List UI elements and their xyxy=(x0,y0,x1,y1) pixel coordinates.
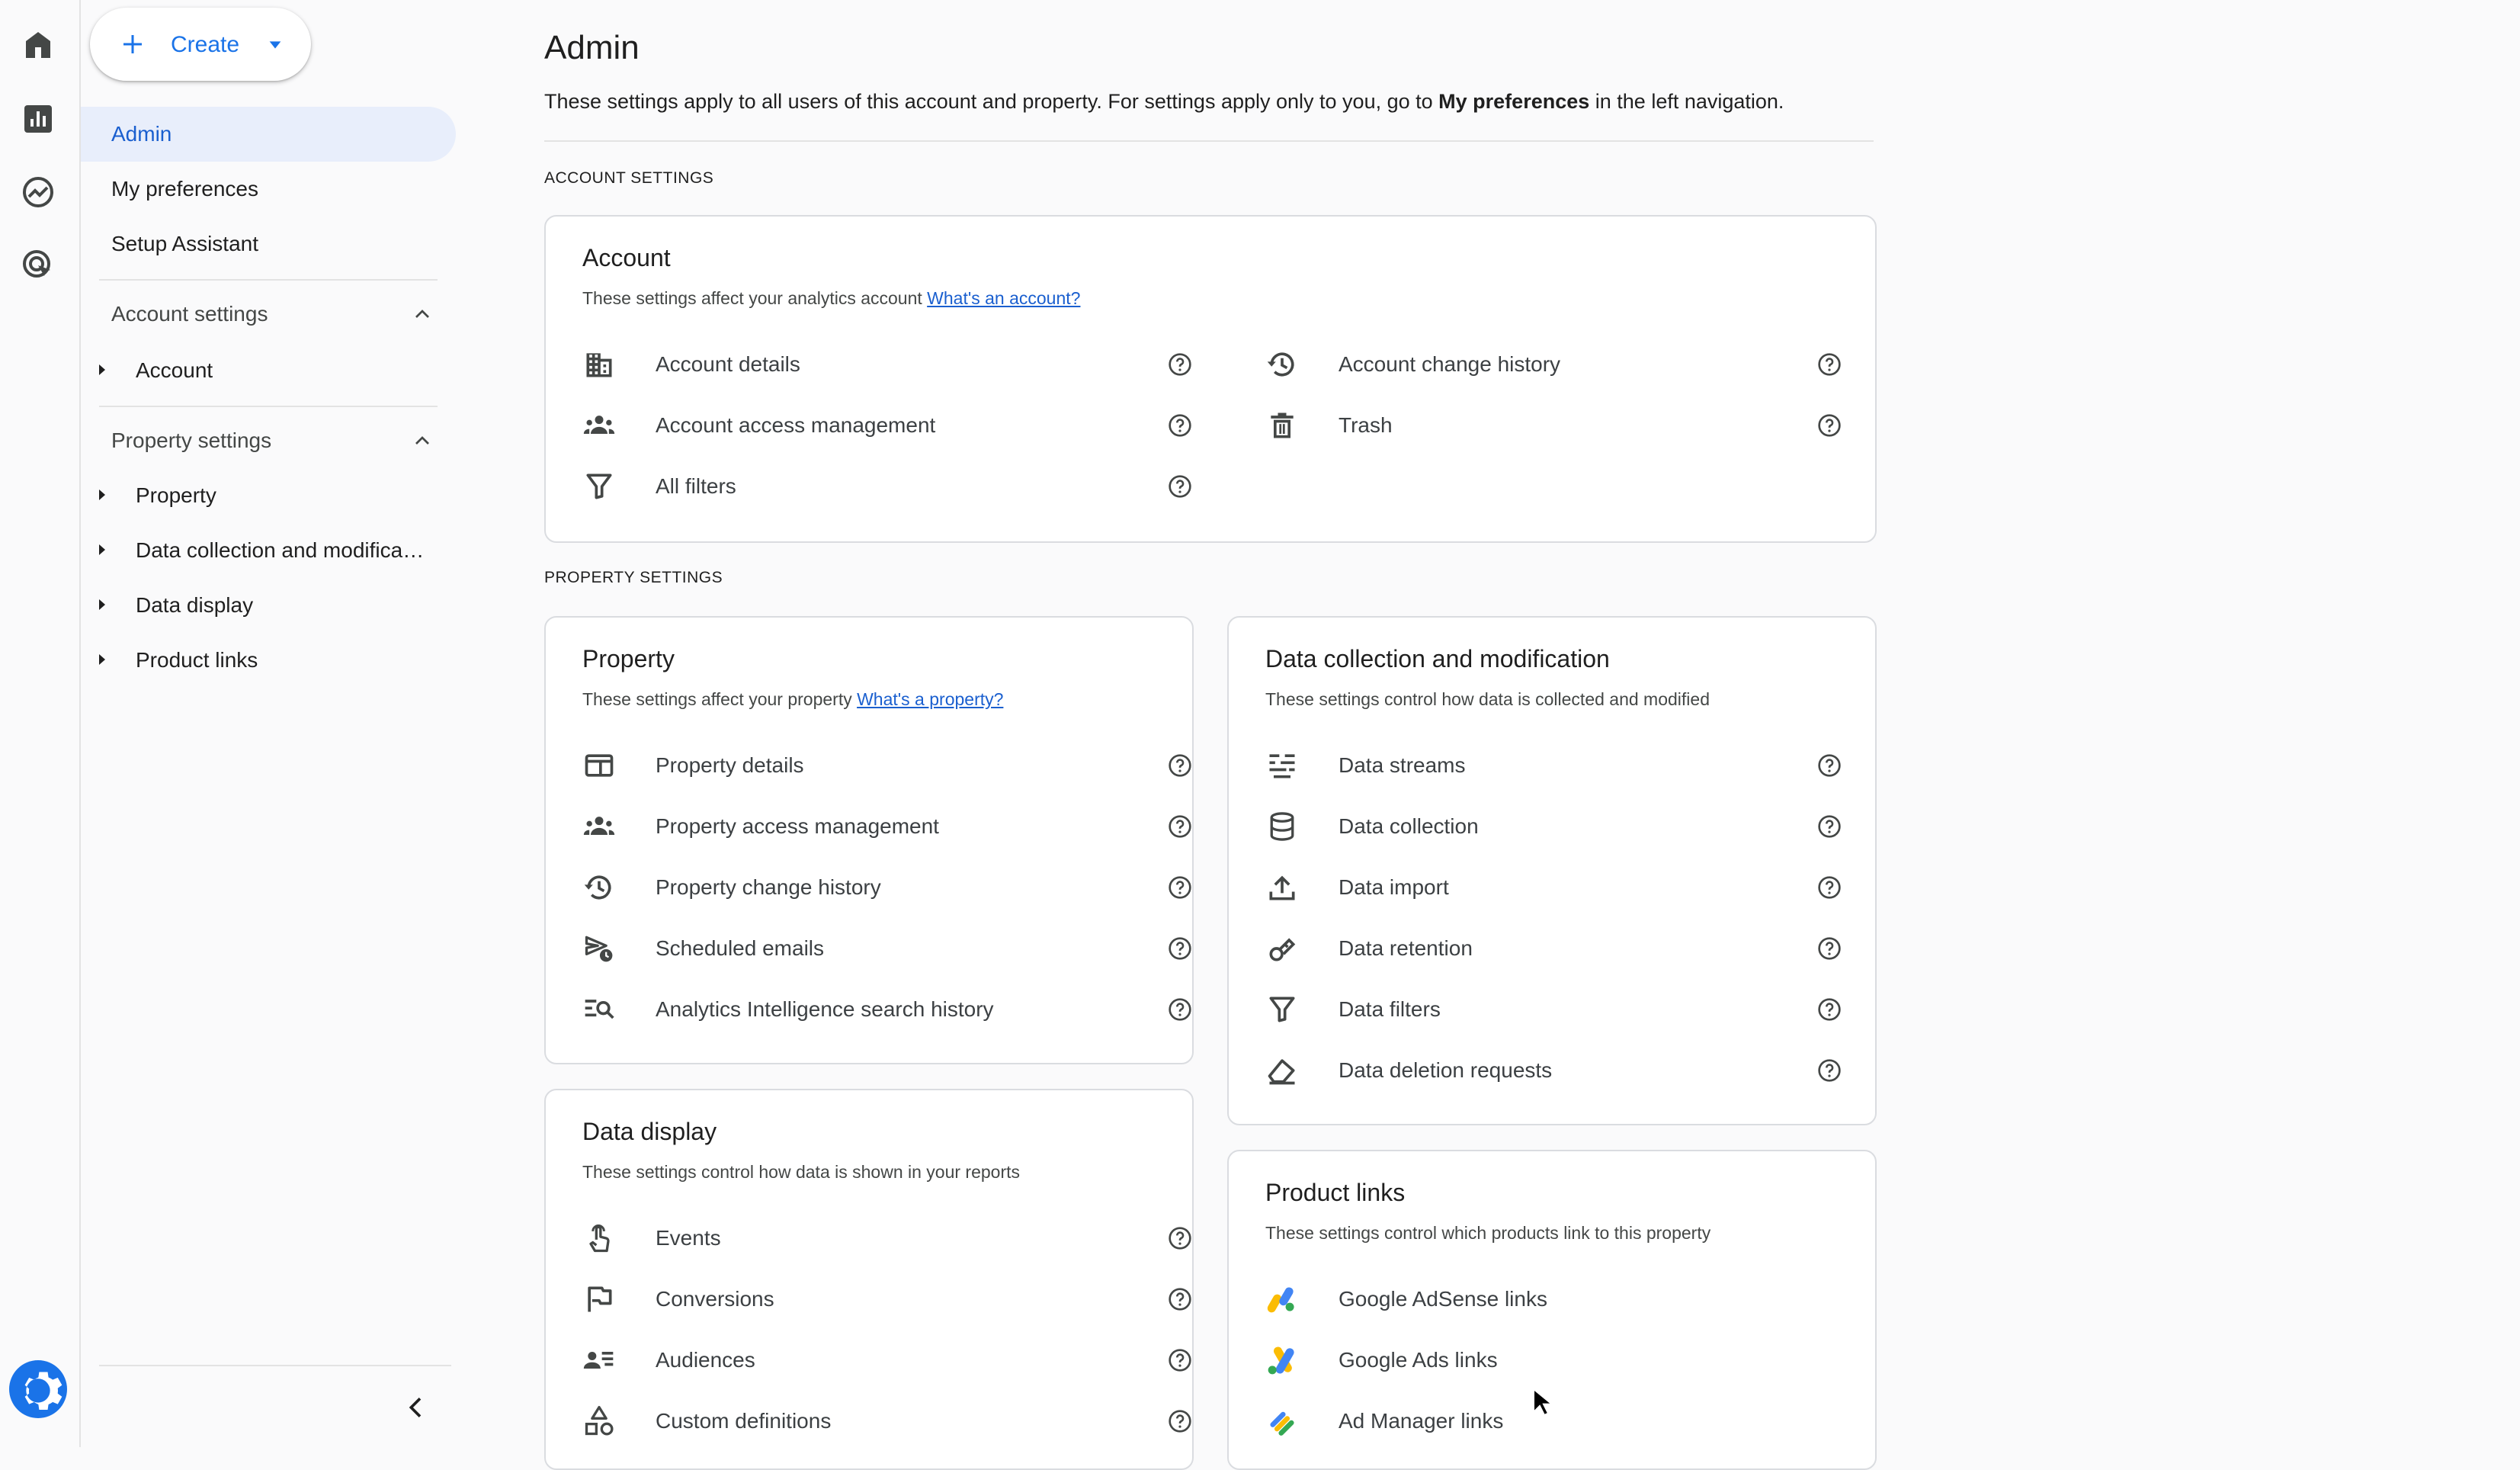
row-label: Property change history xyxy=(656,875,881,899)
settings-gear-icon[interactable] xyxy=(9,1360,67,1418)
row-label: Google Ads links xyxy=(1339,1348,1498,1372)
filter-icon xyxy=(1265,993,1299,1026)
account-change-history-row[interactable] xyxy=(1265,340,1875,389)
streams-icon xyxy=(1265,749,1299,782)
row-label: Account details xyxy=(656,352,800,376)
account-details-row[interactable] xyxy=(582,340,1192,389)
advertising-icon[interactable] xyxy=(20,247,56,284)
trash-row[interactable] xyxy=(1265,401,1875,450)
ad-manager-logo-icon xyxy=(1265,1404,1299,1438)
mouse-cursor-icon xyxy=(1532,1388,1553,1418)
data-streams-row[interactable] xyxy=(1265,741,1875,790)
help-icon[interactable] xyxy=(1168,352,1192,377)
whats-a-property-link[interactable]: What's a property? xyxy=(857,689,1004,709)
sidebar-divider xyxy=(99,1365,451,1366)
page-title: Admin xyxy=(544,29,640,66)
account-settings-heading: Account settings xyxy=(111,302,268,326)
help-icon[interactable] xyxy=(1168,1348,1192,1372)
my-preferences-link[interactable]: My preferences xyxy=(1438,90,1590,113)
reports-icon[interactable] xyxy=(20,101,56,137)
help-icon[interactable] xyxy=(1168,1409,1192,1433)
nav-setup-assistant-label: Setup Assistant xyxy=(111,232,259,255)
property-settings-section-heading: PROPERTY SETTINGS xyxy=(544,569,723,586)
card-title: Data display xyxy=(582,1118,717,1145)
sidebar-item-property[interactable] xyxy=(99,474,450,517)
data-display-card xyxy=(544,1089,1194,1470)
events-row[interactable] xyxy=(582,1214,1192,1263)
search-history-icon xyxy=(582,993,616,1026)
sidebar-item-label: Data display xyxy=(136,593,254,617)
sidebar-divider xyxy=(99,406,438,407)
collapse-sidebar-icon[interactable] xyxy=(401,1392,431,1423)
help-icon[interactable] xyxy=(1168,753,1192,778)
help-icon[interactable] xyxy=(1817,352,1842,377)
card-description: These settings control which products link to this property xyxy=(1265,1223,1711,1243)
expand-arrow-icon xyxy=(99,364,105,375)
expand-arrow-icon xyxy=(99,489,105,500)
property-settings-heading: Property settings xyxy=(111,428,272,452)
row-label: Custom definitions xyxy=(656,1409,832,1433)
scheduled-send-icon xyxy=(582,932,616,965)
data-import-row[interactable] xyxy=(1265,863,1875,912)
sidebar-divider xyxy=(99,279,438,281)
help-icon[interactable] xyxy=(1168,413,1192,438)
google-ads-links-row[interactable] xyxy=(1265,1336,1845,1385)
retention-icon xyxy=(1265,932,1299,965)
sidebar-item-label: Product links xyxy=(136,648,258,672)
create-button[interactable] xyxy=(90,8,311,81)
help-icon[interactable] xyxy=(1817,413,1842,438)
left-rail xyxy=(0,0,81,1447)
sidebar-item-product-links[interactable] xyxy=(99,639,450,682)
card-description: These settings affect your property What's a property? xyxy=(582,689,1004,709)
card-title: Product links xyxy=(1265,1179,1406,1206)
account-settings-section-heading: ACCOUNT SETTINGS xyxy=(544,169,714,187)
scheduled-emails-row[interactable] xyxy=(582,924,1192,973)
help-icon[interactable] xyxy=(1168,875,1192,900)
help-icon[interactable] xyxy=(1168,814,1192,839)
nav-admin-label: Admin xyxy=(111,122,172,146)
row-label: Trash xyxy=(1339,413,1393,437)
history-icon xyxy=(582,871,616,904)
card-description: These settings control how data is collected and modified xyxy=(1265,689,1710,709)
help-icon[interactable] xyxy=(1168,474,1192,499)
intro-text: These settings apply to all users of this account and property. For settings apply only to you, go to My preferences in the left navigation. xyxy=(544,90,1784,113)
row-label: Data collection xyxy=(1339,814,1479,838)
card-description: These settings affect your analytics account What's an account? xyxy=(582,288,1081,308)
row-label: Events xyxy=(656,1226,721,1250)
trash-icon xyxy=(1265,409,1299,442)
help-icon[interactable] xyxy=(1168,997,1192,1022)
row-label: Data streams xyxy=(1339,753,1466,777)
analytics-intelligence-search-history-row[interactable] xyxy=(582,985,1192,1034)
google-adsense-links-row[interactable] xyxy=(1265,1275,1845,1324)
card-title: Account xyxy=(582,244,671,271)
help-icon[interactable] xyxy=(1817,997,1842,1022)
nav-my-preferences-label: My preferences xyxy=(111,177,258,201)
nav-my-preferences[interactable] xyxy=(81,162,456,217)
card-title: Property xyxy=(582,645,675,672)
help-icon[interactable] xyxy=(1817,814,1842,839)
whats-an-account-link[interactable]: What's an account? xyxy=(927,288,1081,308)
row-label: Account access management xyxy=(656,413,936,437)
row-label: Google AdSense links xyxy=(1339,1287,1547,1311)
card-title: Data collection and modification xyxy=(1265,645,1610,672)
upload-icon xyxy=(1265,871,1299,904)
database-icon xyxy=(1265,810,1299,843)
data-collection-card xyxy=(1227,616,1877,1125)
expand-arrow-icon xyxy=(99,544,105,555)
people-icon xyxy=(582,810,616,843)
custom-definitions-row[interactable] xyxy=(582,1397,1192,1446)
row-label: All filters xyxy=(656,474,736,498)
chevron-up-icon xyxy=(410,428,434,453)
sidebar-item-label: Property xyxy=(136,483,216,507)
caret-down-icon[interactable] xyxy=(267,37,284,53)
data-retention-row[interactable] xyxy=(1265,924,1875,973)
web-icon xyxy=(582,749,616,782)
building-icon xyxy=(582,348,616,381)
create-label: Create xyxy=(171,32,240,57)
property-settings-toggle[interactable] xyxy=(99,421,442,461)
chevron-up-icon xyxy=(410,302,434,326)
audiences-row[interactable] xyxy=(582,1336,1192,1385)
data-collection-row[interactable] xyxy=(1265,802,1875,851)
conversions-row[interactable] xyxy=(582,1275,1192,1324)
sidebar-item-label: Account xyxy=(136,358,213,382)
sidebar-item-account[interactable] xyxy=(99,349,442,392)
home-icon[interactable] xyxy=(20,26,56,63)
explore-icon[interactable] xyxy=(20,174,56,210)
expand-arrow-icon xyxy=(99,599,105,610)
property-change-history-row[interactable] xyxy=(582,863,1192,912)
property-card xyxy=(544,616,1194,1064)
row-label: Analytics Intelligence search history xyxy=(656,997,994,1021)
row-label: Account change history xyxy=(1339,352,1561,376)
row-label: Ad Manager links xyxy=(1339,1409,1504,1433)
row-label: Data import xyxy=(1339,875,1449,899)
people-icon xyxy=(582,409,616,442)
flag-icon xyxy=(582,1282,616,1316)
data-deletion-requests-row[interactable] xyxy=(1265,1046,1875,1095)
help-icon[interactable] xyxy=(1168,936,1192,961)
row-label: Property details xyxy=(656,753,804,777)
eraser-icon xyxy=(1265,1054,1299,1087)
history-icon xyxy=(1265,348,1299,381)
property-access-management-row[interactable] xyxy=(582,802,1192,851)
sidebar-item-data-display[interactable] xyxy=(99,584,450,627)
plus-icon xyxy=(119,30,146,58)
card-description: These settings control how data is shown in your reports xyxy=(582,1162,1021,1182)
row-label: Data retention xyxy=(1339,936,1473,960)
row-label: Data filters xyxy=(1339,997,1441,1021)
help-icon[interactable] xyxy=(1817,753,1842,778)
google-ads-logo-icon xyxy=(1265,1343,1299,1377)
help-icon[interactable] xyxy=(1168,1226,1192,1250)
property-details-row[interactable] xyxy=(582,741,1192,790)
help-icon[interactable] xyxy=(1817,875,1842,900)
row-label: Property access management xyxy=(656,814,939,838)
shapes-icon xyxy=(582,1404,616,1438)
product-links-card xyxy=(1227,1150,1877,1470)
header-divider xyxy=(544,140,1874,142)
help-icon[interactable] xyxy=(1168,1287,1192,1311)
row-label: Conversions xyxy=(656,1287,774,1311)
adsense-logo-icon xyxy=(1265,1282,1299,1316)
data-filters-row[interactable] xyxy=(1265,985,1875,1034)
sidebar-item-data-collection[interactable] xyxy=(99,529,450,572)
help-icon[interactable] xyxy=(1817,1058,1842,1083)
account-settings-toggle[interactable] xyxy=(99,294,442,334)
row-label: Audiences xyxy=(656,1348,755,1372)
account-card xyxy=(544,215,1877,543)
nav-setup-assistant[interactable] xyxy=(81,217,456,271)
row-label: Scheduled emails xyxy=(656,936,825,960)
expand-arrow-icon xyxy=(99,654,105,665)
account-access-management-row[interactable] xyxy=(582,401,1192,450)
row-label: Data deletion requests xyxy=(1339,1058,1553,1082)
filter-icon xyxy=(582,470,616,503)
audience-icon xyxy=(582,1343,616,1377)
touch-icon xyxy=(582,1221,616,1255)
all-filters-row[interactable] xyxy=(582,462,1192,511)
ad-manager-links-row[interactable] xyxy=(1265,1397,1845,1446)
nav-admin[interactable] xyxy=(81,107,456,162)
sidebar-item-label: Data collection and modifica… xyxy=(136,538,425,562)
help-icon[interactable] xyxy=(1817,936,1842,961)
